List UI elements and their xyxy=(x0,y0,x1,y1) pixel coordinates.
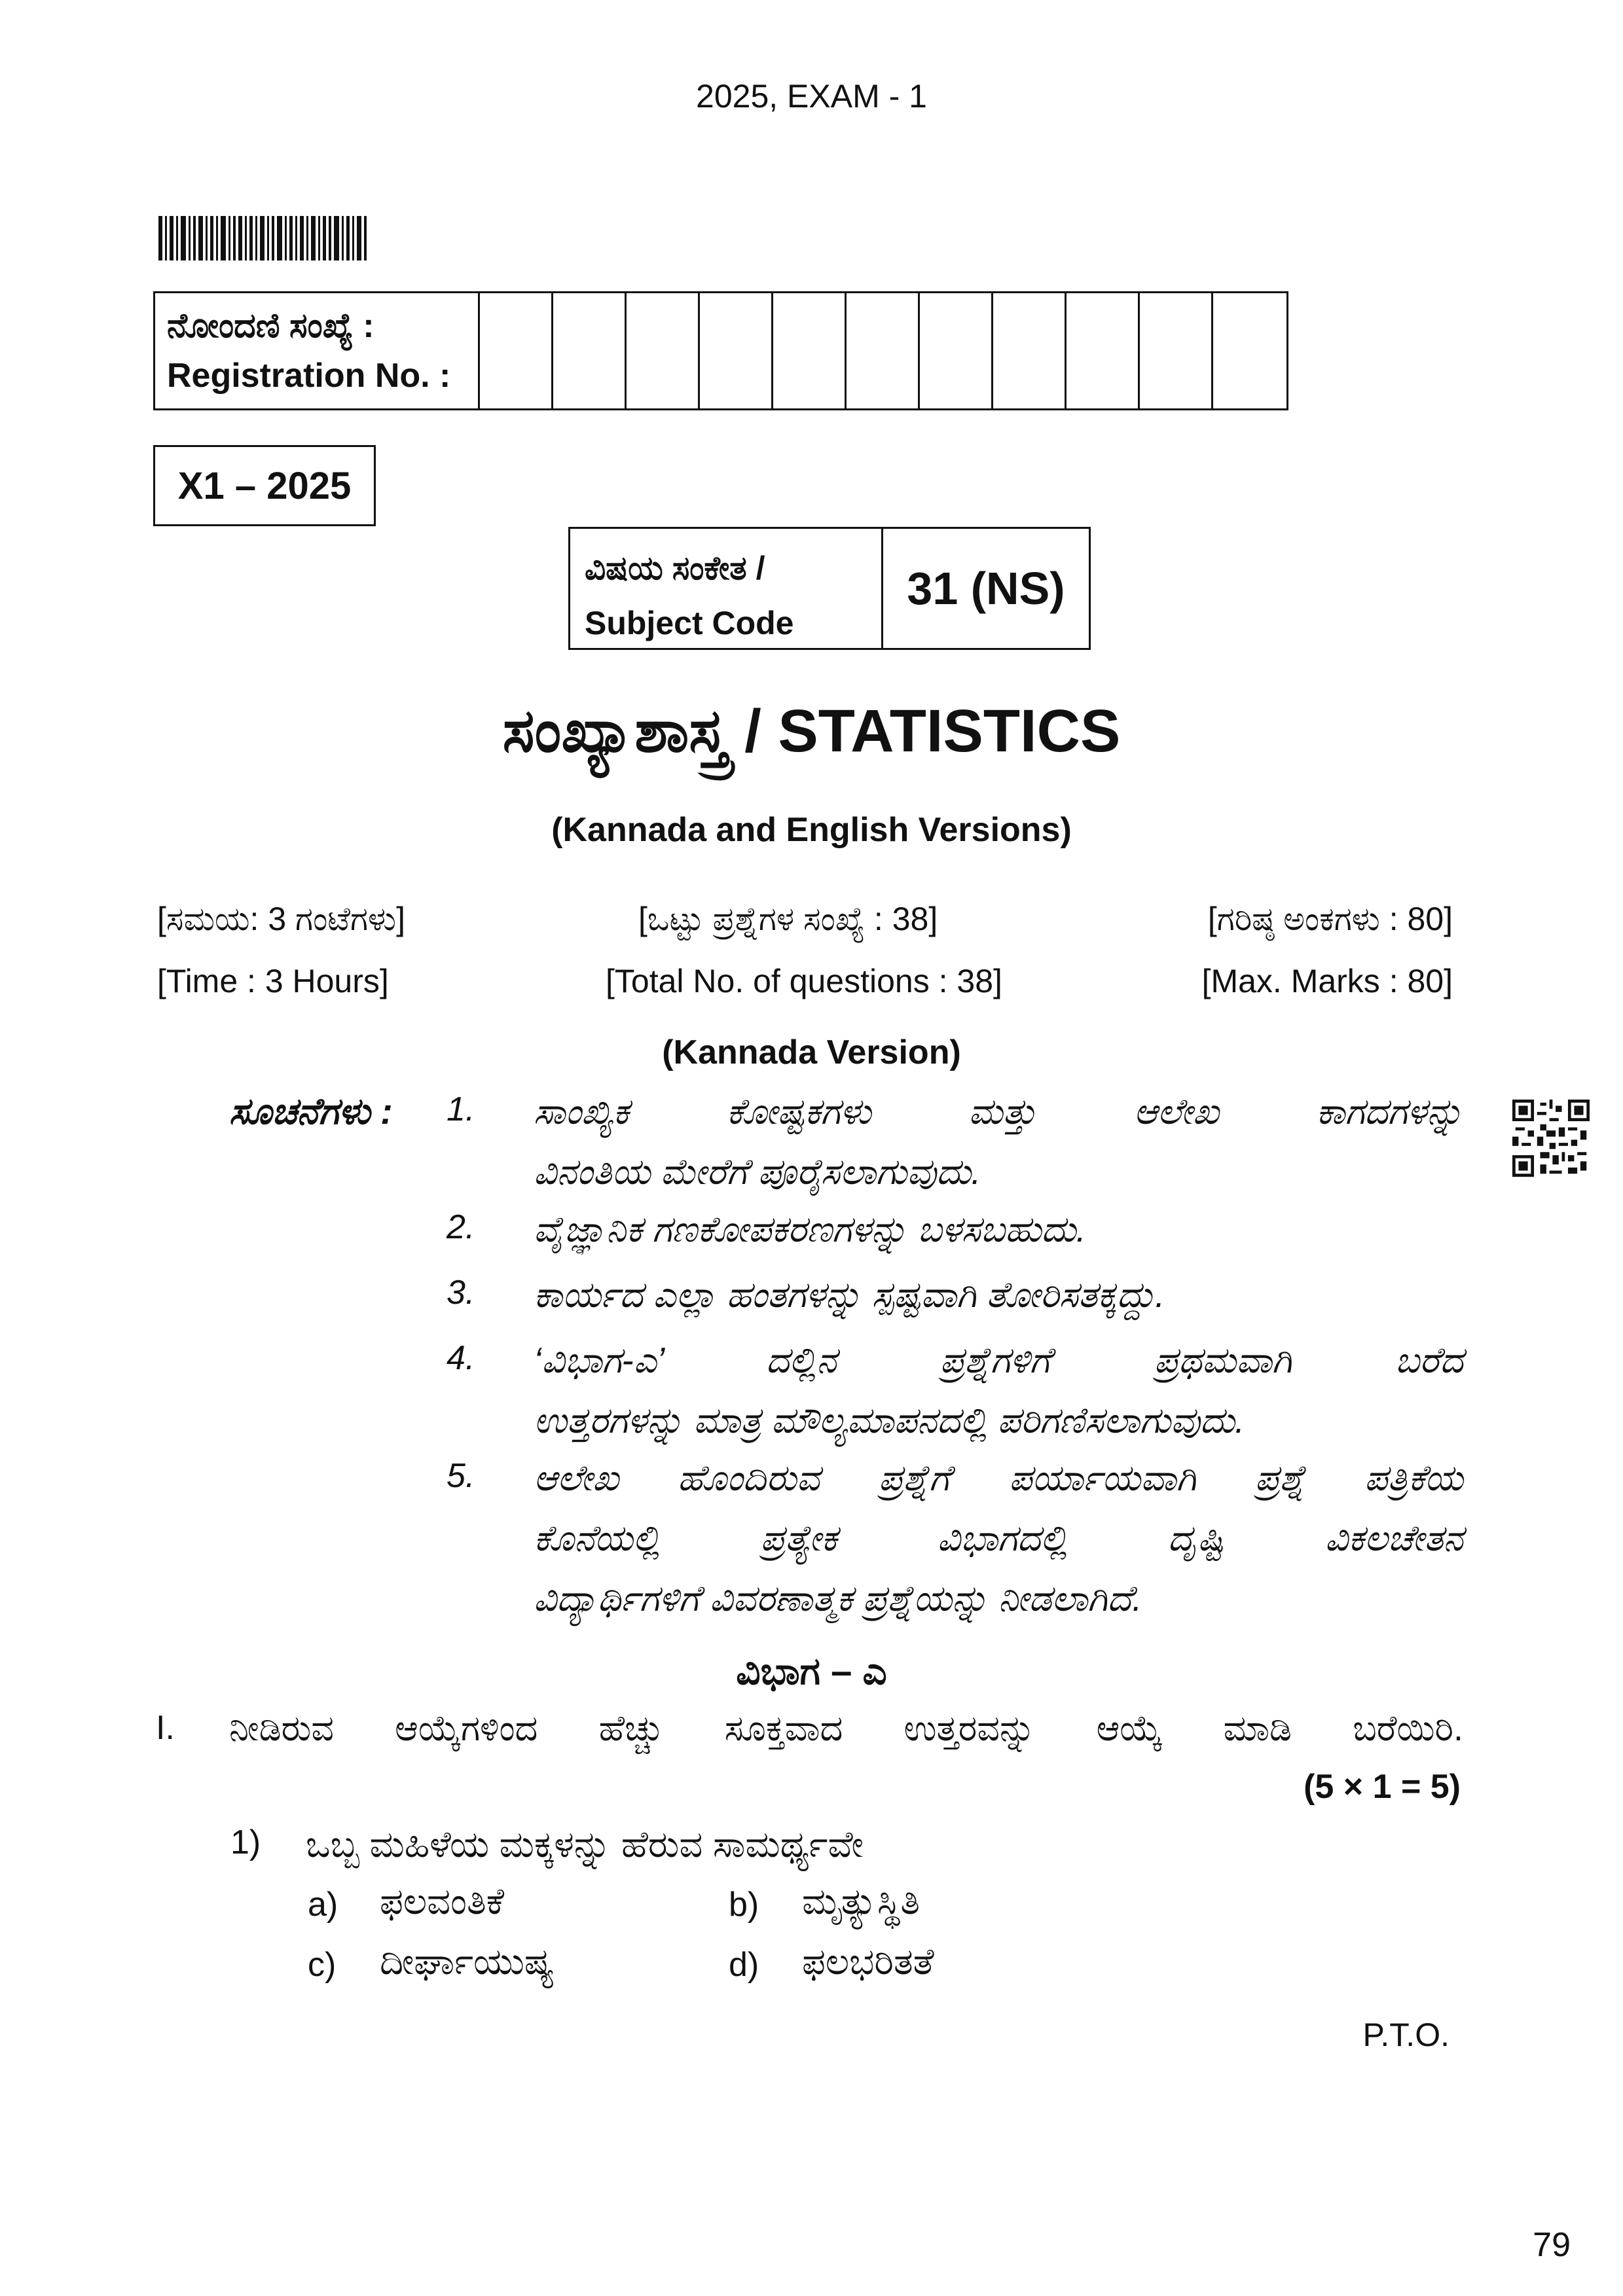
subject-code-box xyxy=(568,527,1091,650)
registration-cell[interactable] xyxy=(1140,293,1213,408)
registration-cell[interactable] xyxy=(553,293,627,408)
instructions-heading: ಸೂಚನೆಗಳು : xyxy=(229,1090,393,1132)
question-text: ಒಬ್ಬ ಮಹಿಳೆಯ ಮಕ್ಕಳನ್ನು ಹೆರುವ ಸಾಮರ್ಥ್ಯವೇ xyxy=(306,1823,864,1865)
kannada-version-heading: (Kannada Version) xyxy=(662,1033,961,1071)
instruction-number: 2. xyxy=(447,1208,475,1246)
instruction-line: ವಿನಂತಿಯ ಮೇರೆಗೆ ಪೂರೈಸಲಾಗುವುದು. xyxy=(534,1151,981,1192)
subject-label-kn: ವಿಷಯ ಸಂಕೇತ / xyxy=(585,550,765,586)
option-text: ಮೃತ್ಯುಸ್ಥಿತಿ xyxy=(802,1880,921,1922)
instruction-line: ವಿದ್ಯಾರ್ಥಿಗಳಿಗೆ ವಿವರಣಾತ್ಮಕ ಪ್ರಶ್ನೆಯನ್ನು ನೀಡಲಾಗಿದೆ. xyxy=(534,1578,1142,1619)
registration-cell[interactable] xyxy=(920,293,993,408)
question-number: 1) xyxy=(230,1823,261,1861)
option-text: ದೀರ್ಘಾಯುಷ್ಯ xyxy=(380,1941,555,1982)
instruction-number: 3. xyxy=(447,1274,475,1312)
registration-label xyxy=(155,293,480,408)
option-letter: c) xyxy=(308,1946,337,1984)
section-heading: ವಿಭಾಗ – ಎ xyxy=(736,1650,887,1693)
max-marks-en: [Max. Marks : 80] xyxy=(1201,963,1453,999)
instruction-item xyxy=(534,1199,1463,1259)
option-text: ಫಲಭರಿತತೆ xyxy=(802,1941,934,1982)
time-kn: [ಸಮಯ: 3 ಗಂಟೆಗಳು] xyxy=(157,901,405,937)
instruction-number: 1. xyxy=(447,1090,475,1128)
qr-code-image xyxy=(1512,1100,1590,1177)
instruction-number: 4. xyxy=(447,1339,475,1377)
registration-cell[interactable] xyxy=(847,293,920,408)
registration-cell[interactable] xyxy=(993,293,1067,408)
registration-cell[interactable] xyxy=(1213,293,1286,408)
instruction-line: ಉತ್ತರಗಳನ್ನು ಮಾತ್ರ ಮೌಲ್ಯಮಾಪನದಲ್ಲಿ ಪರಿಗಣಿಸಲಾಗುವುದು. xyxy=(534,1400,1245,1441)
registration-cell[interactable] xyxy=(700,293,773,408)
option-text: ಫಲವಂತಿಕೆ xyxy=(380,1880,505,1922)
registration-cell[interactable] xyxy=(773,293,847,408)
registration-label-kn: ನೋಂದಣಿ ಸಂಖ್ಯೆ : xyxy=(167,307,374,345)
instruction-line: ಕೊನೆಯಲ್ಲಿ ಪ್ರತ್ಯೇಕ ವಿಭಾಗದಲ್ಲಿ ದೃಷ್ಟಿ ವಿಕಲಚೇತನ xyxy=(534,1518,1463,1558)
total-questions-en: [Total No. of questions : 38] xyxy=(606,963,1002,999)
page-number: 79 xyxy=(1533,2226,1571,2264)
instruction-line: ಆಲೇಖ ಹೊಂದಿರುವ ಪ್ರಶ್ನೆಗೆ ಪರ್ಯಾಯವಾಗಿ ಪ್ರಶ್ನೆ ಪತ್ರಿಕೆಯ xyxy=(534,1458,1463,1498)
paper-title: ಸಂಖ್ಯಾಶಾಸ್ತ್ರ / STATISTICS xyxy=(502,698,1121,764)
instruction-line: ಕಾರ್ಯದ ಎಲ್ಲಾ ಹಂತಗಳನ್ನು ಸ್ಪಷ್ಟವಾಗಿ ತೋರಿಸತಕ್ಕದ್ದು. xyxy=(534,1274,1165,1315)
barcode-image xyxy=(158,216,369,260)
instruction-line: ‘ವಿಭಾಗ-ಎ’ ದಲ್ಲಿನ ಪ್ರಶ್ನೆಗಳಿಗೆ ಪ್ರಥಮವಾಗಿ ಬರೆದ xyxy=(534,1340,1463,1380)
question-group-marks: (5 × 1 = 5) xyxy=(1304,1768,1461,1806)
instruction-item xyxy=(534,1448,1463,1628)
instruction-line: ಸಾಂಖ್ಯಿಕ ಕೋಷ್ಟಕಗಳು ಮತ್ತು ಆಲೇಖ ಕಾಗದಗಳನ್ನು xyxy=(534,1091,1463,1132)
registration-cell[interactable] xyxy=(627,293,700,408)
registration-label-en: Registration No. : xyxy=(167,357,451,395)
subject-code-value: 31 (NS) xyxy=(907,563,1065,614)
question-group-number: I. xyxy=(156,1709,175,1747)
instruction-number: 5. xyxy=(447,1457,475,1495)
time-en: [Time : 3 Hours] xyxy=(157,963,389,999)
paper-code: X1 – 2025 xyxy=(153,445,376,526)
option-letter: d) xyxy=(729,1946,759,1984)
subject-code-label xyxy=(570,529,883,648)
instruction-item xyxy=(534,1330,1463,1450)
max-marks-kn: [ಗರಿಷ್ಠ ಅಂಕಗಳು : 80] xyxy=(1207,901,1453,937)
total-questions-kn: [ಒಟ್ಟು ಪ್ರಶ್ನೆಗಳ ಸಂಖ್ಯೆ : 38] xyxy=(638,901,938,937)
subject-label-en: Subject Code xyxy=(585,605,794,641)
exam-header: 2025, EXAM - 1 xyxy=(696,78,927,115)
question-group-instruction: ನೀಡಿರುವ ಆಯ್ಕೆಗಳಿಂದ ಹೆಚ್ಚು ಸೂಕ್ತವಾದ ಉತ್ತರವನ್ನು ಆಯ್ಕೆ ಮಾಡಿ ಬರೆಯಿರಿ. xyxy=(229,1709,1463,1748)
pto-note: P.T.O. xyxy=(1362,2017,1450,2053)
registration-cell[interactable] xyxy=(480,293,553,408)
instruction-line: ವೈಜ್ಞಾನಿಕ ಗಣಕೋಪಕರಣಗಳನ್ನು ಬಳಸಬಹುದು. xyxy=(534,1209,1086,1249)
registration-cell[interactable] xyxy=(1067,293,1140,408)
option-letter: a) xyxy=(308,1886,338,1924)
versions-note: (Kannada and English Versions) xyxy=(551,811,1072,849)
option-letter: b) xyxy=(729,1886,759,1924)
instruction-item xyxy=(534,1081,1463,1202)
instruction-item xyxy=(534,1265,1463,1325)
registration-box xyxy=(153,291,1288,410)
